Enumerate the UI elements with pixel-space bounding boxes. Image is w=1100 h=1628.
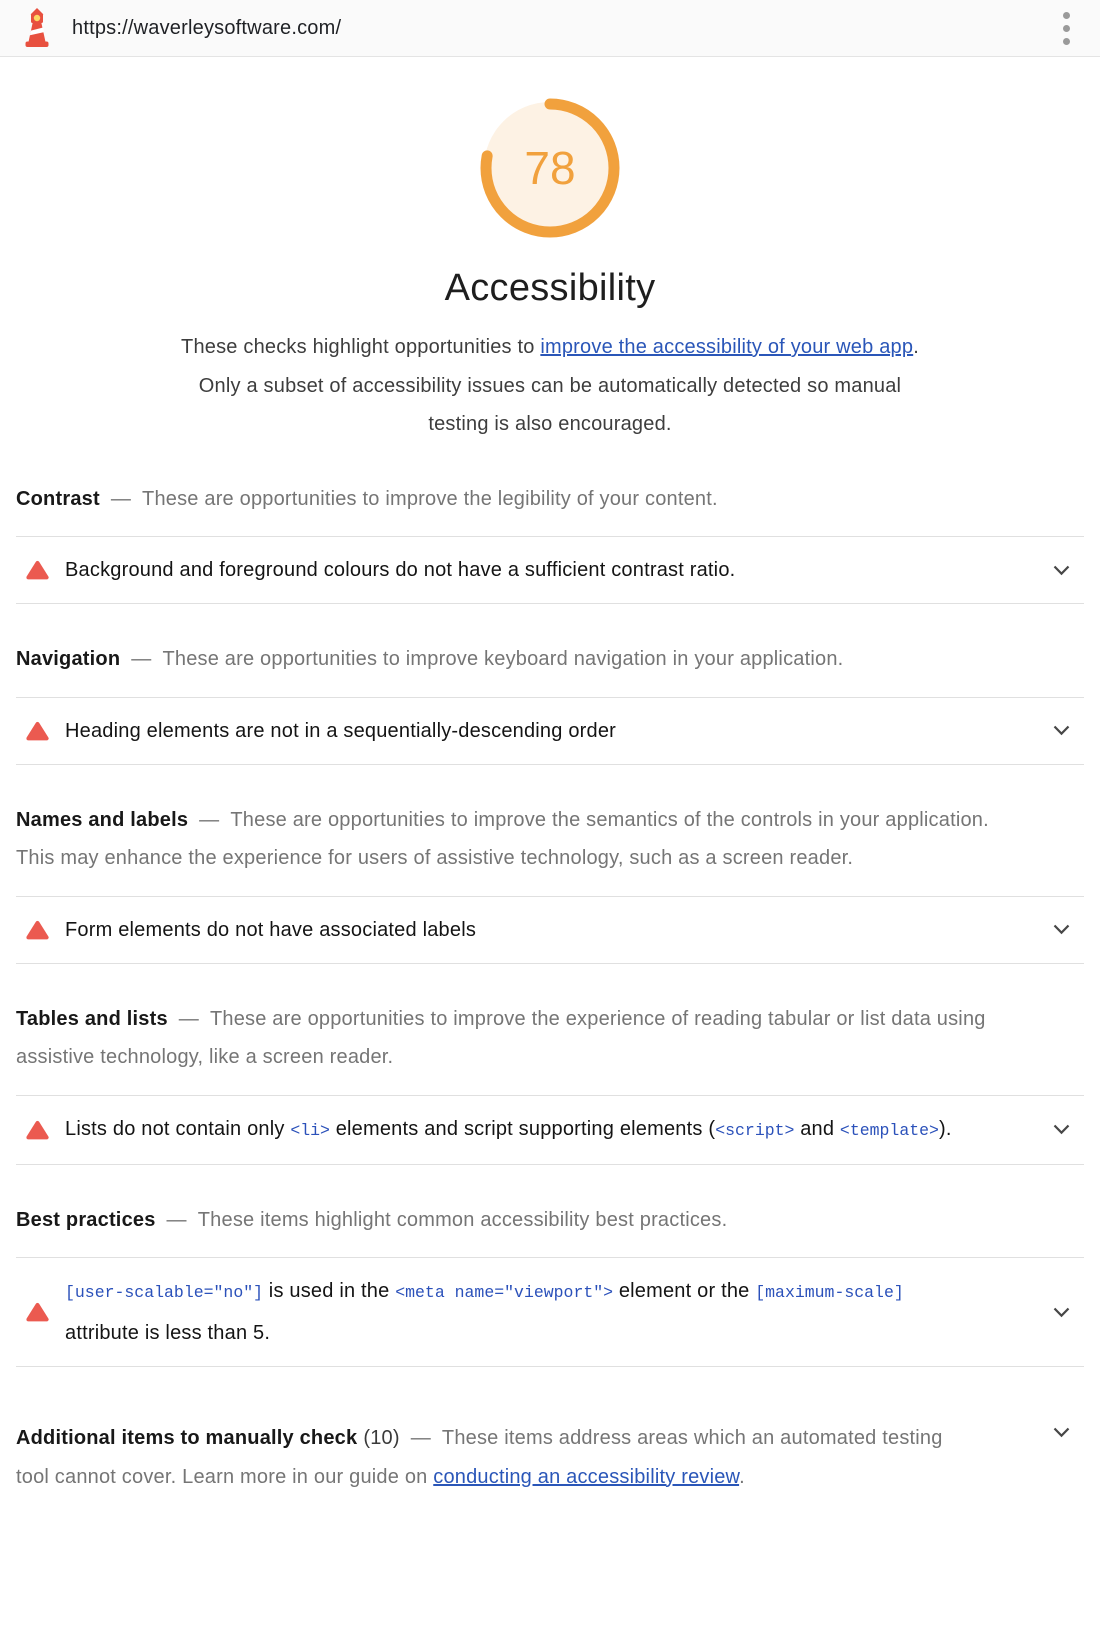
audit-title-text: Heading elements are not in a sequentially-descending order	[65, 719, 617, 742]
audit-title	[65, 910, 1053, 950]
group-heading	[16, 1000, 1084, 1095]
group-description: These are opportunities to improve keyboard navigation in your application.	[162, 648, 844, 670]
group-title: Best practices	[16, 1208, 156, 1231]
audit-title-text: elements and script supporting elements (	[329, 1117, 716, 1140]
code-snippet: <script>	[715, 1120, 795, 1140]
warning-triangle-icon	[26, 1302, 49, 1322]
manual-title: Additional items to manually check	[16, 1427, 358, 1449]
audit-row[interactable]	[16, 536, 1084, 604]
code-snippet: <template>	[839, 1120, 939, 1140]
audit-title-text: Form elements do not have associated labels	[65, 918, 477, 941]
intro-before: These checks highlight opportunities to	[181, 336, 541, 358]
audit-title	[65, 1109, 1053, 1151]
group-heading	[16, 1201, 1084, 1258]
dash-separator: —	[110, 487, 132, 510]
chevron-down-icon[interactable]	[1053, 1124, 1070, 1135]
audit-group-best-practices	[0, 1201, 1100, 1368]
audit-row[interactable]	[16, 1095, 1084, 1165]
lighthouse-logo-icon	[20, 8, 54, 48]
category-title: Accessibility	[444, 267, 656, 309]
code-snippet: <li>	[290, 1120, 330, 1140]
audit-title	[65, 550, 1053, 590]
warning-triangle-icon	[26, 721, 49, 741]
dash-separator: —	[178, 1007, 199, 1030]
chevron-down-icon[interactable]	[1053, 725, 1070, 736]
audit-title-text: and	[794, 1117, 840, 1140]
dash-separator: —	[166, 1208, 187, 1231]
page-url: https://waverleysoftware.com/	[72, 16, 342, 39]
url-bar	[0, 0, 1100, 57]
audit-group-navigation	[0, 640, 1100, 765]
group-description: These are opportunities to improve the legibility of your content.	[142, 487, 718, 510]
warning-triangle-icon	[26, 1120, 49, 1140]
audit-title-text: Background and foreground colours do not have a sufficient contrast ratio.	[65, 559, 736, 581]
manual-checks-section	[0, 1419, 1100, 1496]
group-title: Contrast	[16, 487, 100, 510]
chevron-down-icon[interactable]	[1053, 1307, 1070, 1318]
group-description: These are opportunities to improve the semantics of the controls in your application. This may enhance the experience for users of assistive technology, such as a screen reader.	[16, 808, 989, 869]
audit-group-tables-and-lists	[0, 1000, 1100, 1165]
dash-separator: —	[410, 1427, 431, 1449]
chevron-down-icon[interactable]	[1053, 1427, 1070, 1438]
manual-description-end: .	[739, 1465, 745, 1488]
code-snippet: [maximum-scale]	[755, 1283, 904, 1302]
manual-heading	[16, 1419, 1084, 1496]
audit-title	[65, 711, 1053, 751]
dash-separator: —	[199, 808, 220, 831]
group-heading	[16, 640, 1084, 697]
group-description: These are opportunities to improve the experience of reading tabular or list data using assistive technology, like a screen reader.	[16, 1007, 986, 1068]
dash-separator: —	[131, 648, 152, 670]
manual-description: These items address areas which an automated testing tool cannot cover. Learn more in our guide on	[16, 1427, 943, 1488]
group-heading	[16, 801, 1084, 896]
group-heading	[16, 480, 1084, 537]
score-value: 78	[524, 142, 576, 194]
group-title: Navigation	[16, 648, 121, 670]
audit-row[interactable]	[16, 896, 1084, 964]
audit-title-text: Lists do not contain only	[65, 1117, 291, 1140]
code-snippet: <meta name="viewport">	[395, 1283, 614, 1302]
code-snippet: [user-scalable="no"]	[65, 1283, 264, 1302]
manual-count: (10)	[363, 1427, 400, 1449]
audit-title	[65, 1271, 1053, 1353]
intro-after: . Only a subset of accessibility issues can be automatically detected so manual testing is also encouraged.	[198, 336, 919, 435]
score-gauge-wrapper	[0, 93, 1100, 243]
kebab-menu-icon[interactable]	[1055, 8, 1078, 49]
warning-triangle-icon	[26, 920, 49, 940]
audit-title-text: attribute is less than 5.	[65, 1322, 271, 1344]
group-title: Tables and lists	[16, 1007, 168, 1030]
score-gauge[interactable]	[475, 93, 625, 243]
group-title: Names and labels	[16, 808, 189, 831]
audit-title-text: is used in the	[263, 1280, 396, 1302]
audit-row[interactable]	[16, 1257, 1084, 1367]
audit-row[interactable]	[16, 697, 1084, 765]
warning-triangle-icon	[26, 560, 49, 580]
audit-group-contrast	[0, 480, 1100, 605]
chevron-down-icon[interactable]	[1053, 924, 1070, 935]
intro-text	[178, 328, 923, 444]
audit-title-text: element or the	[613, 1280, 756, 1302]
intro-link[interactable]: improve the accessibility of your web app	[540, 336, 914, 358]
audit-group-names-and-labels	[0, 801, 1100, 964]
manual-review-link[interactable]: conducting an accessibility review	[433, 1465, 740, 1488]
audit-groups	[0, 480, 1100, 1368]
chevron-down-icon[interactable]	[1053, 565, 1070, 576]
audit-title-text: ).	[938, 1117, 952, 1140]
group-description: These items highlight common accessibility best practices.	[197, 1208, 728, 1231]
